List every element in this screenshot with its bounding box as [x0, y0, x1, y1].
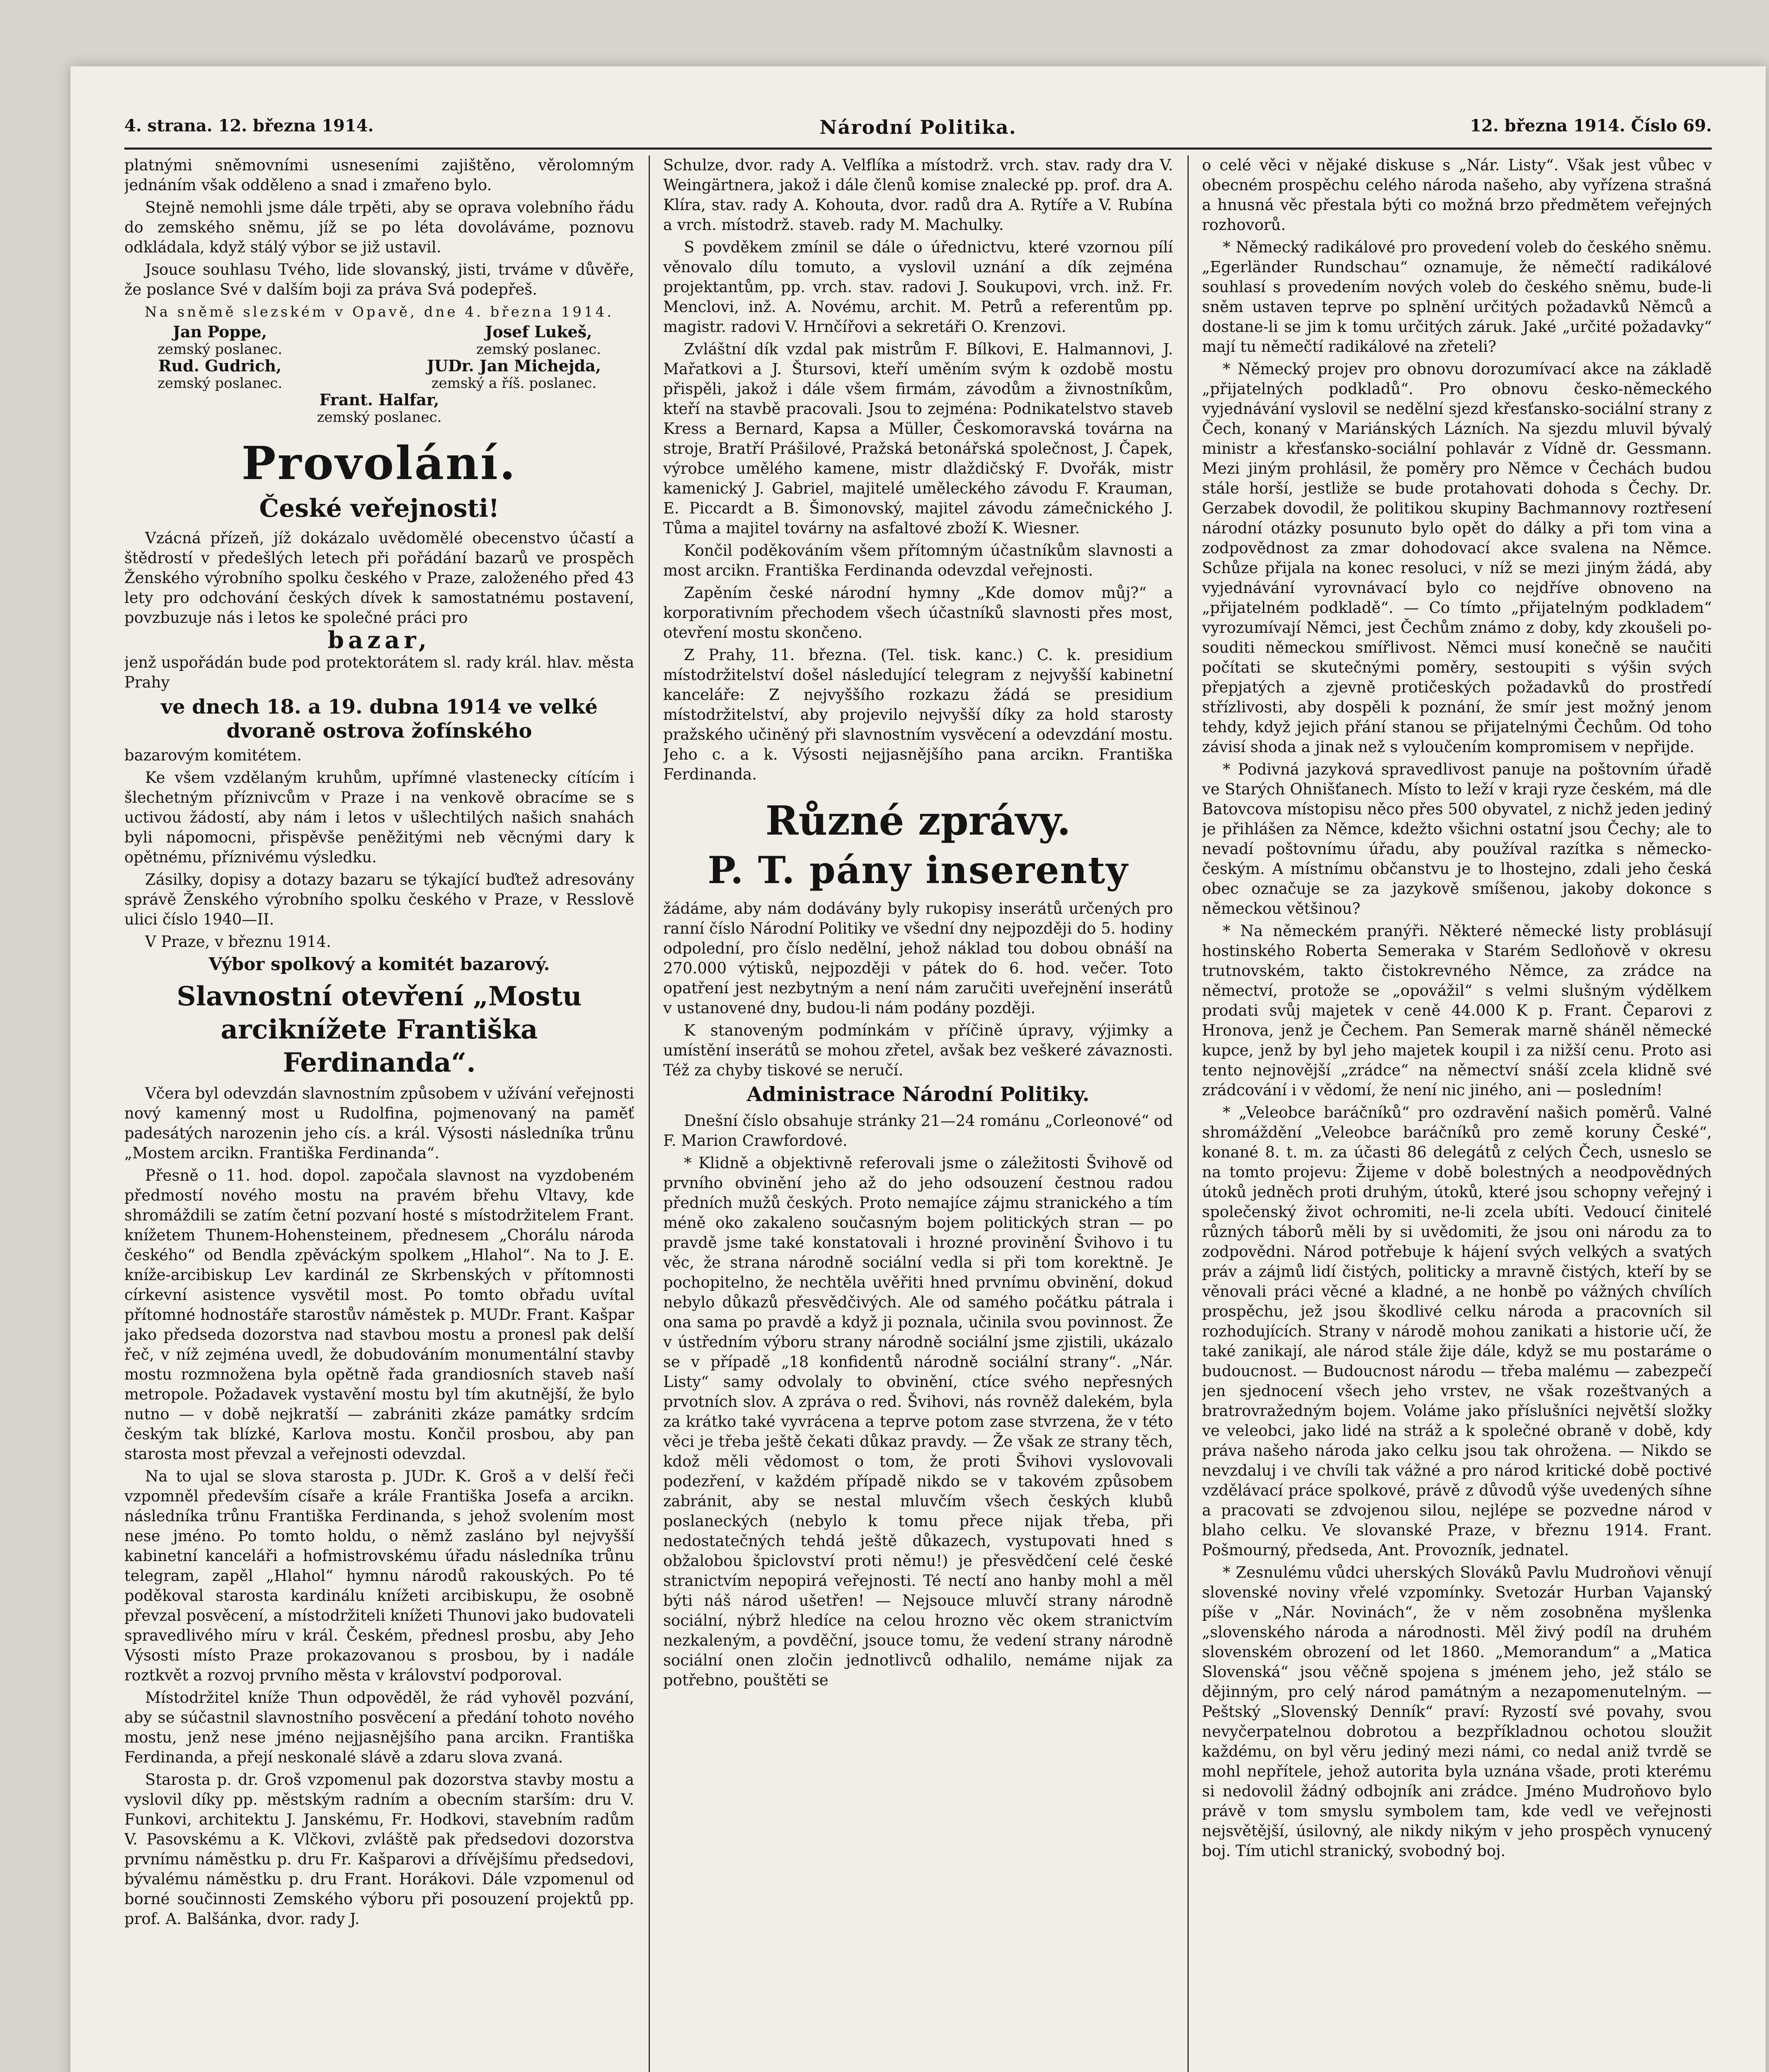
paragraph: Zapěním české národní hymny „Kde domov můj?“ a korporativním přechodem všech účastníků slavnosti přes most, otevření mostu skončeno. — [663, 584, 1173, 641]
paragraph: platnými sněmovními usneseními zajištěno, věrolomným jednáním však odděleno a snad i zmařeno bylo. — [124, 156, 634, 194]
paragraph: Na to ujal se slova starosta p. JUDr. K. Groš a v delší řeči vzpomněl především císaře a krále Františka Josefa a arcikn. následníka trůnu Františka Ferdinanda, s jehož svolením most nese jméno. Po tomto holdu, o němž zasláno byl nejvyšší kabinetní kanceláři a hofmistrovskému úřadu následníka trůnu telegram, zapěl „Hlahol“ hymnu národů rakouských. Po té poděkoval starosta kardinálu knížeti arcibiskupu, že osobně převzal posvěcení, a místodržiteli knížeti Thunovi jako budovateli spravedlivého míru v král. Českém, přednesl prosbu, aby Jeho Výsosti místo Praze prokazovanou s prosbou, by i nadále roztkvět a rozvoj prvního města v království podporoval. — [124, 1467, 634, 1684]
paragraph: jenž uspořádán bude pod protektorátem sl. rady král. hlav. města Prahy — [124, 654, 634, 691]
signature-name: Rud. Gudrich, — [158, 356, 282, 375]
paragraph: Jsouce souhlasu Tvého, lide slovanský, jisti, trváme v důvěře, že poslance Své v dalším boji za práva Svá podepřeš. — [124, 261, 634, 298]
header-issue: 12. března 1914. Číslo 69. — [1470, 116, 1712, 136]
paragraph: Vzácná přízeň, jíž dokázalo uvědomělé obecenstvo účastí a štědrostí v předešlých letech při pořádání bazarů ve prospěch Ženského výrobního spolku českého v Praze, založeného před 43 lety pro odchování českých dívek k samostatnému postavení, povzbuzuje nás i letos ke společné práci pro — [124, 529, 634, 627]
signatures — [124, 324, 634, 358]
paragraph: žádáme, aby nám dodávány byly rukopisy inserátů určených pro ranní číslo Národní Politiky ve všední dny nejpozději do 5. hodiny odpolední, pro číslo nedělní, jehož náklad tou dobou obnáší na 270.000 výtisků, nejpozději v pátek do 6. hod. večer. Toto opatření jest nezbytným a není nám zaručiti uveřejnění inserátů v ustanovené dny, budou-li nám podány později. — [663, 900, 1173, 1017]
signature-role: zemský a říš. poslanec. — [431, 375, 597, 392]
paragraph: Z Prahy, 11. března. (Tel. tisk. kanc.) C. k. presidium místodržitelství došel následující telegram z nejvyšší kabinetní kanceláře: Z nejvyššího rozkazu žádá se presidium místodržitelství, aby projevilo nejvyšší díky za hold starosty pražského učiněný při slavnostním vysvěcení a odevzdání mostu. Jeho c. a k. Výsosti nejjasnějšího pana arcikn. Františka Ferdinanda. — [663, 646, 1173, 783]
dateline: Na sněmě slezském v Opavě, dne 4. března 1914. — [144, 304, 614, 320]
paragraph: Dnešní číslo obsahuje stránky 21—24 románu „Corleonové“ od F. Marion Crawfordové. — [663, 1112, 1173, 1150]
paragraph: Včera byl odevzdán slavnostním způsobem v užívání veřejnosti nový kamenný most u Rudolfina, pojmenovaný na paměť padesátých narozenin jeho cís. a král. Výsosti následníka trůnu „Mostem arcikn. Františka Ferdinanda“. — [124, 1084, 634, 1162]
paragraph: Přesně o 11. hod. dopol. započala slavnost na vyzdobeném předmostí nového mostu na pravém břehu Vltavy, kde shromáždili se zatím četní pozvaní hosté s místodržitelem Frant. knížetem Thunem-Hohensteinem, přednesem „Chorálu národa českého“ od Bendla zpěváckým spolkem „Hlahol“. Na to J. E. kníže-arcibiskup Lev kardinál ze Skrbenských v přítomnosti církevní asistence vysvětil most. Po tomto obřadu uvítal přítomné hodnostáře starostův náměstek p. MUDr. Frant. Kašpar jako předseda dozorstva nad stavbou mostu a pronesl pak delší řeč, v níž zejména uvedl, že dobudováním monumentální stavby mostu rozmnožena byla opětně řada grandiosních staveb naší metropole. Požadavek vystavění mostu byl tím akutnější, že bylo nutno — v době nejkratší — zabrániti zkáze památky srdcím českým tak blízké, Karlova mostu. Končil prosbou, aby pan starosta most převzal a veřejnosti odevzdal. — [124, 1167, 634, 1463]
signature-role: zemský poslanec. — [317, 409, 442, 426]
section-heading: Různé zprávy. — [765, 797, 1071, 844]
paragraph: bazarovým komitétem. — [124, 746, 302, 764]
paragraph: * Německý radikálové pro provedení voleb do českého sněmu. „Egerländer Rundschau“ oznamuje, že němečtí radikálové souhlasí s provedením nových voleb do českého sněmu, bude-li sněm ustaven teprve po splnění určitých požadavků Němců a dostane-li se jim k tomu určitých záruk. Jaké „určité požadavky“ mají tu němečtí radikálové na zřeteli? — [1202, 238, 1712, 356]
headline-most: Slavnostní otevření „Mostu arciknížete Františka Ferdinanda“. — [177, 981, 582, 1078]
paragraph: o celé věci v nějaké diskuse s „Nár. Listy“. Však jest vůbec v obecném prospěchu celého národa našeho, aby vyřízena strašná a hnusná věc přestala býti co možná brzo předmětem veřejných rozhovorů. — [1202, 156, 1712, 234]
header-date: 4. strana. 12. března 1914. — [124, 116, 374, 136]
paragraph: * Klidně a objektivně referovali jsme o záležitosti Švihově od prvního obvinění jeho až do jeho odsouzení čestnou radou předních mužů českých. Proto nemajíce zájmu stranického a tím méně oko zakaleno současným bojem politických stran — po pravdě jsme také konstatovali i hrozné provinění Švihovo i tu věc, že strana národně sociální vedla si při tom korektně. Je pochopitelno, že nechtěla uvěřiti hned prvnímu obvinění, dokud nebylo důkazů přesvědčivých. Ale od samého počátku pátrala i ona sama po pravdě a když ji poznala, učinila svou povinnost. Že v ústředním výboru strany národně sociální jsme zjistili, ukázalo se v případě „18 konfidentů národně sociální strany“. „Nár. Listy“ samy odvolaly to obvinění, ctíce svého nepřesných prvotních slov. A zpráva o red. Švihovi, nás rovněž dalekém, byla za krátko také vyvrácena a teprve potom zase stvrzena, že v této věci je třeba ještě čekati důkaz pravdy. — Že však ze strany těch, kdož měli vědomost o tom, že proti Švihovi vyslovovali podezření, v každém případě nikdo se v takovém způsobem zabránit, aby se nestal mluvčím všech českých klubů poslaneckých (nebylo k tomu přece nijak třeba, při nedostatečných tehdá ještě důkazech, vystupovati hned s obžalobou špiclovství proti němu!) je přesvědčení celé české stranictvím nepopirá veřejnosti. Té nectí ano hanby mohl a měl býti náš národ ušetřen! — Nejsouce mluvčí strany národně sociální, nýbrž hledíce na celou hrozno věc okem stranictvím nezkaleným, a povděční, jsouce tomu, že vedení strany národně sociální onen zločin jednotlivců odhalilo, nemáme nijak za potřebno, pouštěti se — [663, 1154, 1173, 1689]
signature-role: zemský poslanec. — [476, 341, 601, 358]
paragraph: Místodržitel kníže Thun odpověděl, že rád vyhověl pozvání, aby se súčastnil slavnostního posvěcení a předání tohoto nového mostu, jenž nese jméno nejjasnějšího pana arcikn. Františka Ferdinanda, a přejí neskonalé slávě a zdaru slova zvaná. — [124, 1689, 634, 1766]
signatures — [124, 358, 634, 392]
event-dates: ve dnech 18. a 19. dubna 1914 ve velké dvoraně ostrova žofínského — [161, 695, 598, 743]
page-header — [124, 116, 1712, 145]
paragraph: Ke všem vzdělaným kruhům, upřímné vlastenecky cítícím i šlechetným příznivcům v Praze i na venkově obracíme se s uctivou žádostí, aby nám i letos v ušlechtilých našich snahách byli nápomocni, přispěvše peněžitými neb věcnými dary k opětnému, příznivému výsledku. — [124, 769, 634, 866]
signature-name: Frant. Halfar, — [319, 390, 439, 409]
paragraph: * Podivná jazyková spravedlivost panuje na poštovním úřadě ve Starých Ohnišťanech. Místo to leží v kraji ryze českém, má dle Batovcova místopisu něco přes 500 obyvatel, z nichž jeden jediný je přihlášen za Němce, kdežto všichni ostatní jsou Čechy; ale to nevadí poštovnímu úřadu, aby používal razítka s německo-českým. A místnímu občanstvu je to lhostejno, zdali jeho česká obec označuje se za jazykově smíšenou, jakoby dokonce s německou většinou? — [1202, 760, 1712, 917]
paragraph: * „Veleobce baráčníků“ pro ozdravění našich poměrů. Valné shromáždění „Veleobce baráčníků pro země koruny České“, konané 8. t. m. za účasti 86 delegátů z celých Čech, usneslo se na tomto projevu: Žijeme v době bolestných a neodpovědných útoků jedněch proti druhým, útoků, které jsou schopny veřejný i společenský život ochromiti, ne-li zcela ubíti. Vedoucí činitelé různých táborů měli by si uvědomiti, že jsou oni národu za to zodpovědni. Národ potřebuje k hájení svých velkých a svatých práv a zájmů lidí čistých, politicky a mravně čistých, kteří by se věnovali práci věcné a kladné, a ne honbě po vážných chvílích prospěchu, jež jsou škodlivé celku národa a pracovních sil rozhodujících. Strany v národě mohou zanikati a historie učí, že také zanikají, ale národ stále žije dále, když se mu postaráme o budoucnost. — Budoucnost národu — třeba malému — zabezpečí jen sjednocení všech jeho vrstev, ne však rozeštvaných a bratrovražedným bojem. Voláme jako příslušníci největší složky ve veleobci, jako lidé na stráž a k společné obraně v době, kdy práva našeho národa jako celku jsou tak ohrožena. — Nikdo se nevzdaluj i ve chvíli tak vážné a pro národ kritické době poctivé vzdělávací práce spolkové, právě z důvodů výše uvedených síhne a pracovati se zdvojenou silou, nejlépe se pozvedne národ v blaho celku. Ve slovanské Praze, v březnu 1914. Frant. Pošmourný, předseda, Ant. Provozník, jednatel. — [1202, 1104, 1712, 1559]
paragraph: Zásilky, dopisy a dotazy bazaru se týkající buďtež adresovány správě Ženského výrobního spolku českého v Praze, v Resslově ulici číslo 1940—II. — [124, 871, 634, 928]
signature-role: zemský poslanec. — [158, 341, 283, 358]
paragraph: * Zesnulému vůdci uherských Slováků Pavlu Mudroňovi věnují slovenské noviny vřelé vzpomínky. Svetozár Hurban Vajanský píše v „Nár. Novinách“, že v něm zosobněna myšlenka „slovenského národa a národnosti. Měl živý podíl na druhém slovenském obrození od let 1860. „Memorandum“ a „Matica Slovenská“ jsou věčně spojena s jménem jeho, jež stálo se dějinným, pro celý národ památným a nezapomenutelným. — Peštský „Slovenský Denník“ praví: Ryzostí své povahy, svou nevyčerpatelnou dobrotou a bezpříkladnou ochotou sloužit každému, on byl věru jediný mezi námi, co nedal aniž tvrdě se mohl nepřítele, jehož autorita byla uznána všade, proti kterému si nedovolil žádný odbojník ani zrádce. Jméno Mudroňovo bylo právě v tom smyslu symbolem tam, kde vedl ve veřejnosti nejsvětější, úsilovný, ale nikdy nikým v jeho prospěch vynucený boj. Tím utichl stranický, svobodný boj. — [1202, 1564, 1712, 1860]
column-divider — [1187, 155, 1189, 2072]
paragraph: K stanoveným podmínkám v příčině úpravy, výjimky a umístění inserátů se mohou zřetel, avšak bez veškeré závaznosti. Též za chyby tiskové se neručí. — [663, 1021, 1173, 1079]
paragraph: Končil poděkováním všem přítomným účastníkům slavnosti a most arcikn. Františka Ferdinanda odevzdal veřejnosti. — [663, 542, 1173, 579]
newspaper-page — [70, 66, 1766, 2072]
column-2 — [663, 155, 1173, 2072]
paragraph: Starosta p. dr. Groš vzpomenul pak dozorstva stavby mostu a vyslovil díky pp. městským radním a obecním starším: dru V. Funkovi, architektu J. Janskému, Fr. Hodkovi, stavebním radům V. Pasovskému a K. Vlčkovi, zvláště pak předsedovi dozorstva prvnímu náměstku p. dru Fr. Kašparovi a dřívějšímu předsedovi, bývalému náměstku p. dru Frant. Horákovi. Dále vzpomenul od borné součinnosti Zemského výboru při posouzení projektů pp. prof. A. Balšánka, dvor. rady J. — [124, 1771, 634, 1928]
paragraph: * Německý projev pro obnovu dorozumívací akce na základě „přijatelných podkladů“. Pro obnovu česko-německého vyjednávání vyslovil se nedělní sjezd křesťansko-sociální strany z Čech, konaný v Mariánských Lázních. Na sjezdu mluvil bývalý ministr a křesťansko-sociální pohlavár z Vídně dr. Gessmann. Mezi jiným prohlásil, že poměry pro Němce v Čechách budou stále horší, jestliže se bude protahovati dohoda s Čechy. Dr. Gerzabek dovodil, že politikou skupiny Bachmannovy roztřesení národní otázky posunuto bylo opět do dálky a při tom vina a zodpovědnost za zmar dohodovací akce svalena na Němce. Schůze přijala na konec resoluci, v níž se mezi jiným žádá, aby vyjednávání vyrovnávací bylo co nejdříve obnoveno na „přijatelném podkladě“. — Co tímto „přijatelným podkladem“ vyrozumívají Němci, jest Čechům známo z doby, kdy zkoušeli posouditi německou smířlivost. Němci musí konečně se naučiti počítati se skutečnými poměry, sestoupiti s výšin svých přepjatých a zjevně protičeských požadavků do prostředí střízlivosti, aby dospěli k poznání, že smír jest možný jenom tehdy, když jejich přání stanou se přijatelnými Čechům. Od toho závisí shoda a jinak než s vyloučením kompromisem v nepřijde. — [1202, 360, 1712, 756]
column-1 — [124, 155, 634, 2072]
headline-provolani: Provolání. — [241, 436, 517, 490]
header-rule — [124, 148, 1712, 150]
column-divider — [649, 155, 650, 2072]
signatures — [124, 392, 634, 426]
paragraph: Stejně nemohli jsme dále trpěti, aby se oprava volebního řádu do zemského sněmu, jíž se po léta dovoláváme, poznovu odkládala, když stálý výbor se již ustavil. — [124, 198, 634, 256]
paragraph: Zvláštní dík vzdal pak mistrům F. Bílkovi, E. Halmannovi, J. Mařatkovi a J. Štursovi, kteří uměním svým k ozdobě mostu přispěli, jakož i dále všem firmám, závodům a živnostníkům, kteří na stavbě pracovali. Jsou to zejména: Podnikatelstvo staveb Kress a Bernard, Kapsa a Müller, Českomoravská továrna na stroje, Bratří Prášilové, Pražská betonářská společnost, J. Čapek, výrobce umělého kamene, mistr dlaždičský F. Dvořák, mistr kamenický J. Gabriel, majitelé uměleckého závodu F. Krauman, E. Piccardt a B. Šimonovský, majitel závodu zámečnického J. Tůma a majitel továrny na asfaltové zboží K. Wiesner. — [663, 340, 1173, 537]
bazar-heading: bazar, — [327, 627, 431, 654]
paragraph: S povděkem zmínil se dále o úřednictvu, které vzornou pílí věnovalo dílu tomuto, a vyslovil uznání a dík zejména projektantům, pp. vrch. stav. radovi J. Soukupovi, vrch. inž. Fr. Menclovi, inž. A. Novému, archit. M. Petrů a referentům pp. magistr. radovi V. Hrnčířovi a sekretáři O. Krenzovi. — [663, 238, 1173, 336]
signature-name: Josef Lukeš, — [485, 322, 592, 341]
signature-name: Jan Poppe, — [173, 322, 267, 341]
signature-name: JUDr. Jan Michejda, — [426, 356, 601, 375]
column-3 — [1202, 155, 1712, 2072]
paragraph: * Na německém pranýři. Některé německé listy problásují hostinského Roberta Semeraka v Starém Sedloňově v okresu trutnovském, takto čistokrevného Němce, za zrádce na němectví, protože se „opovážil“ s velmi slušným výdělkem prodati svůj majetek v ceně 44.000 K p. Frant. Čeparovi z Hronova, jenž je Čechem. Pan Semerak marně sháněl německé kupce, jenž by byl jeho majetek koupil i za nižší cenu. Proto asi tento nejnovější „zrádce“ na němectví snáší zcela klidně své zrádcování i v vědomí, že není nic jiného, ani — posledním! — [1202, 922, 1712, 1099]
signature-committee: Výbor spolkový a komitét bazarový. — [208, 954, 550, 974]
signature-role: zemský poslanec. — [158, 375, 283, 392]
subheadline: České veřejnosti! — [259, 494, 499, 523]
paragraph: V Praze, v březnu 1914. — [145, 933, 331, 951]
masthead: Národní Politika. — [819, 116, 1017, 138]
notice-heading: P. T. pány inserenty — [708, 848, 1129, 892]
administration-signature: Administrace Národní Politiky. — [746, 1083, 1090, 1106]
paragraph: Schulze, dvor. rady A. Velflíka a místodrž. vrch. stav. rady dra V. Weingärtnera, jakož i dále členů komise znalecké pp. prof. dra A. Klíra, stav. rady A. Kohouta, dvor. radů dra A. Rytíře a V. Rubína a vrch. místodrž. staveb. rady M. Machulky. — [663, 156, 1173, 234]
